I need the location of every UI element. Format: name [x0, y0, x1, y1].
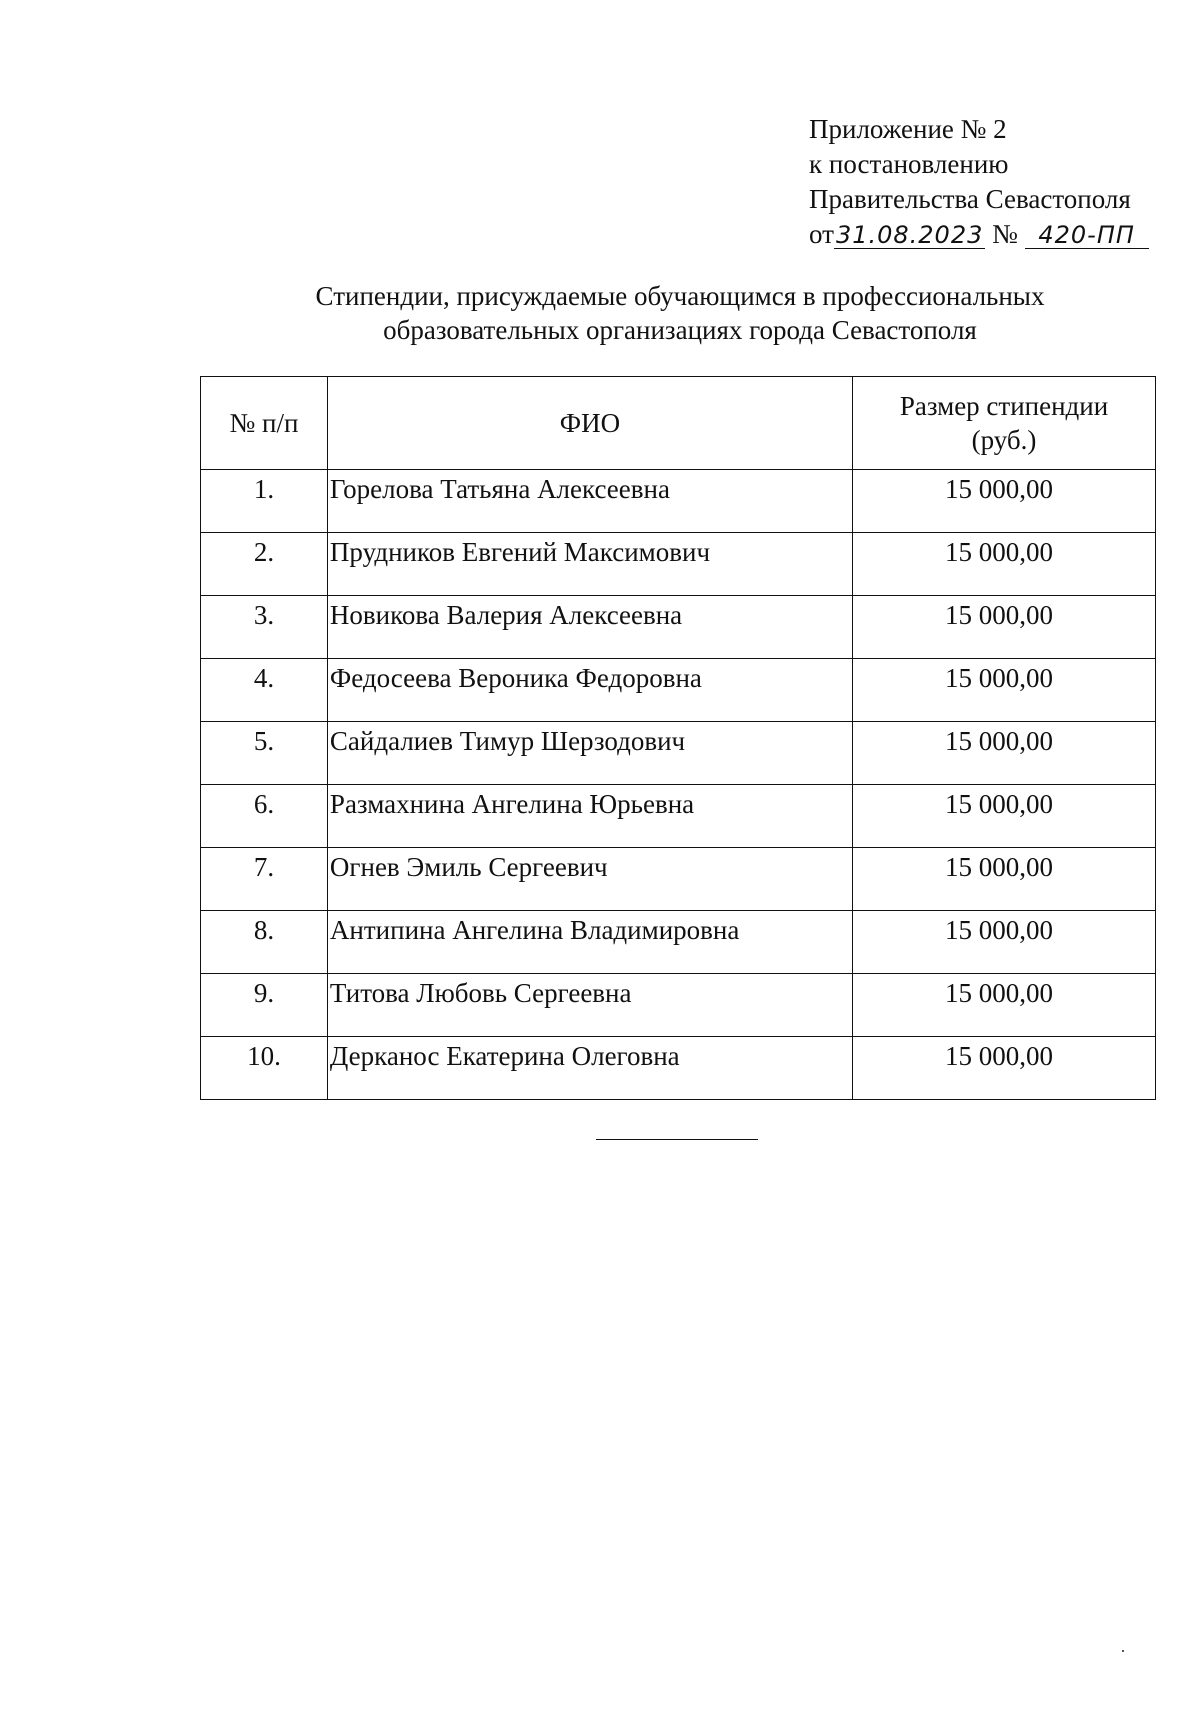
row-name: Размахнина Ангелина Юрьевна — [327, 785, 852, 848]
table-row — [201, 1037, 1156, 1100]
row-name: Горелова Татьяна Алексеевна — [327, 470, 852, 533]
row-amount: 15 000,00 — [853, 848, 1156, 911]
table-row — [201, 533, 1156, 596]
row-amount: 15 000,00 — [853, 596, 1156, 659]
header-amount-line-2: (руб.) — [971, 425, 1037, 455]
row-name: Новикова Валерия Алексеевна — [327, 596, 852, 659]
row-number: 5. — [201, 722, 328, 785]
table-row — [201, 596, 1156, 659]
row-name: Федосеева Вероника Федоровна — [327, 659, 852, 722]
appendix-title: Приложение № 2 — [809, 114, 1007, 144]
row-name: Дерканос Екатерина Олеговна — [327, 1037, 852, 1100]
row-name: Антипина Ангелина Владимировна — [327, 911, 852, 974]
table-row — [201, 785, 1156, 848]
scan-artifact-dot — [1122, 1650, 1124, 1652]
number-sign: № — [992, 219, 1018, 249]
header-amount — [853, 377, 1156, 470]
row-amount: 15 000,00 — [853, 1037, 1156, 1100]
end-divider — [596, 1139, 758, 1140]
row-name: Титова Любовь Сергеевна — [327, 974, 852, 1037]
document-title-line-2: образовательных организациях города Севастополя — [383, 315, 977, 345]
row-number: 9. — [201, 974, 328, 1037]
appendix-date-number-line — [809, 217, 1149, 252]
row-amount: 15 000,00 — [853, 470, 1156, 533]
appendix-government-line: Правительства Севастополя — [809, 184, 1131, 214]
header-amount-line-1: Размер стипендии — [899, 391, 1109, 421]
stipend-table — [200, 376, 1156, 1100]
row-amount: 15 000,00 — [853, 659, 1156, 722]
row-amount: 15 000,00 — [853, 722, 1156, 785]
document-title-line-1: Стипендии, присуждаемые обучающимся в профессиональных — [315, 281, 1045, 311]
table-row — [201, 470, 1156, 533]
table-row — [201, 848, 1156, 911]
row-amount: 15 000,00 — [853, 785, 1156, 848]
row-name: Прудников Евгений Максимович — [327, 533, 852, 596]
row-number: 7. — [201, 848, 328, 911]
table-header-row — [201, 377, 1156, 470]
table-row — [201, 974, 1156, 1037]
row-number: 10. — [201, 1037, 328, 1100]
header-num: № п/п — [201, 377, 328, 470]
row-number: 2. — [201, 533, 328, 596]
row-name: Огнев Эмиль Сергеевич — [327, 848, 852, 911]
row-number: 6. — [201, 785, 328, 848]
row-number: 4. — [201, 659, 328, 722]
row-amount: 15 000,00 — [853, 974, 1156, 1037]
row-amount: 15 000,00 — [853, 533, 1156, 596]
row-number: 3. — [201, 596, 328, 659]
row-name: Сайдалиев Тимур Шерзодович — [327, 722, 852, 785]
appendix-resolution-line: к постановлению — [809, 149, 1009, 179]
appendix-header — [809, 112, 1149, 252]
row-number: 8. — [201, 911, 328, 974]
row-number: 1. — [201, 470, 328, 533]
table-row — [201, 722, 1156, 785]
header-name: ФИО — [327, 377, 852, 470]
table-row — [201, 911, 1156, 974]
row-amount: 15 000,00 — [853, 911, 1156, 974]
table-row — [201, 659, 1156, 722]
handwritten-date: 31.08.2023 — [835, 221, 984, 249]
document-title — [180, 279, 1180, 347]
handwritten-number: 420-ПП — [1025, 222, 1149, 249]
date-prefix: от — [809, 219, 834, 249]
